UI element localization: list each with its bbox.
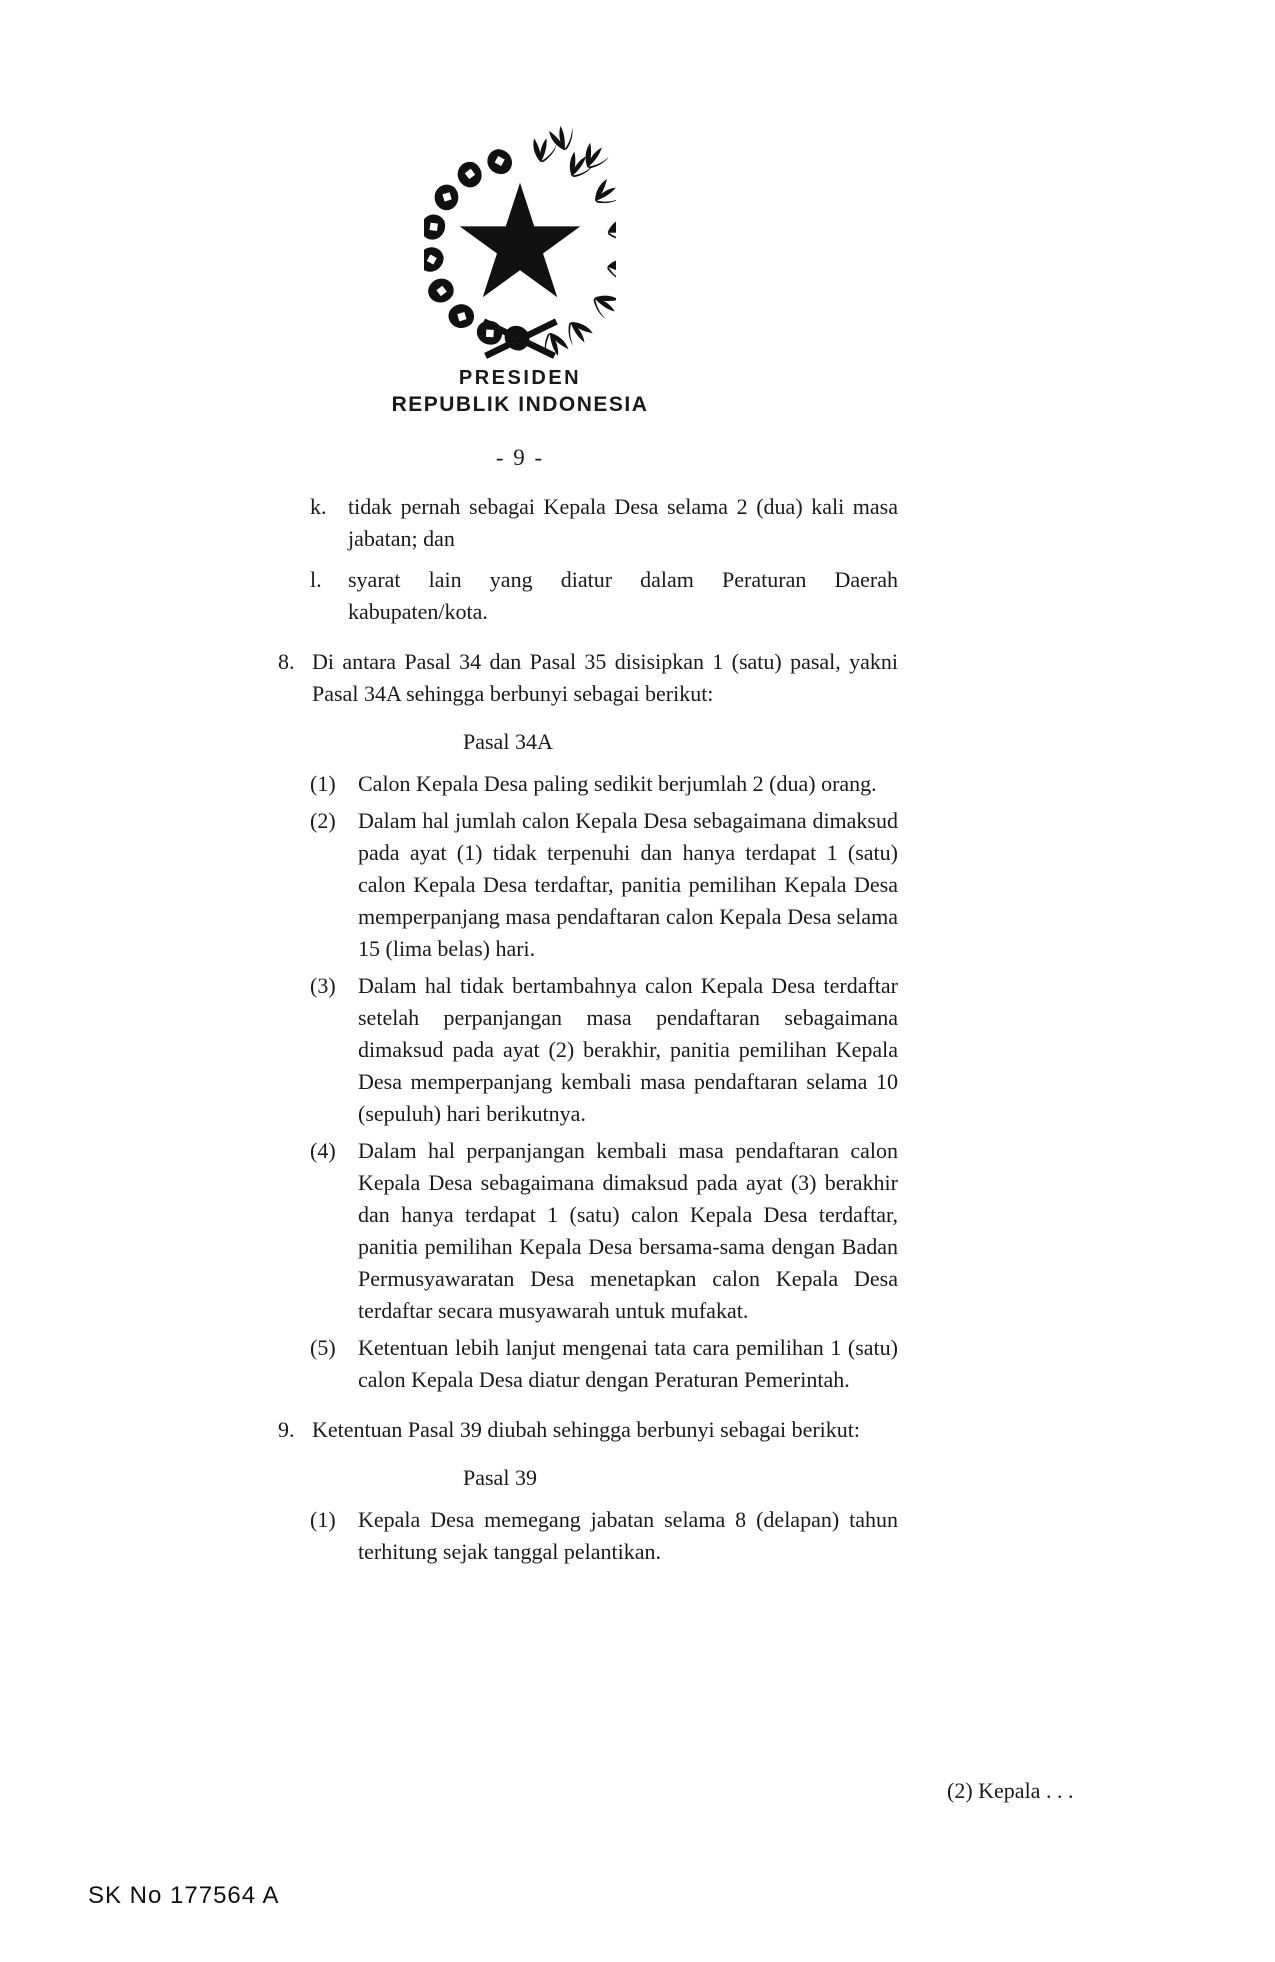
item-label: (1) [310, 771, 336, 796]
item-text: Ketentuan lebih lanjut mengenai tata cara pemilihan 1 (satu) calon Kepala Desa diatur dengan Peraturan Pemerintah. [358, 1335, 898, 1392]
item-label: (1) [310, 1507, 336, 1532]
presidential-star-wreath-emblem [424, 126, 616, 366]
item-label: 8. [278, 649, 295, 674]
page-number: - 9 - [495, 445, 545, 470]
item-label: (3) [310, 973, 336, 998]
pasal-39-heading: Pasal 39 [463, 1465, 537, 1490]
list-item-9 [278, 1414, 898, 1446]
letterhead [0, 126, 1040, 473]
pasal39-ayat-1 [310, 1504, 898, 1568]
item-text: Dalam hal jumlah calon Kepala Desa sebagaimana dimaksud pada ayat (1) tidak terpenuhi dan hanya terdapat 1 (satu) calon Kepala Desa terdaftar, panitia pemilihan Kepala Desa memperpanjang masa pendaftaran calon Kepala Desa selama 15 (lima belas) hari. [358, 808, 898, 961]
letterhead-republik-indonesia: REPUBLIK INDONESIA [391, 393, 649, 416]
item-text: syarat lain yang diatur dalam Peraturan Daerah kabupaten/kota. [348, 567, 898, 624]
item-text: Calon Kepala Desa paling sedikit berjumlah 2 (dua) orang. [358, 771, 877, 796]
sk-serial-number: SK No 177564 A [88, 1882, 280, 1909]
item-label: l. [310, 567, 322, 592]
item-label: (5) [310, 1335, 336, 1360]
item-text: Dalam hal perpanjangan kembali masa pendaftaran calon Kepala Desa sebagaimana dimaksud pada ayat (3) berakhir dan hanya terdapat 1 (satu) calon Kepala Desa terdaftar, panitia pemilihan Kepala Desa bersama-sama dengan Badan Permusyawaratan Desa menetapkan calon Kepala Desa terdaftar secara musyawarah untuk mufakat. [358, 1138, 898, 1323]
list-item-k [310, 491, 898, 555]
list-item-8 [278, 646, 898, 710]
ayat-1 [310, 768, 898, 800]
item-text: Di antara Pasal 34 dan Pasal 35 disisipkan 1 (satu) pasal, yakni Pasal 34A sehingga berbunyi sebagai berikut: [312, 649, 898, 706]
document-body [278, 491, 898, 1568]
letterhead-presiden: PRESIDEN [458, 367, 582, 389]
item-label: (2) [310, 808, 336, 833]
ayat-5 [310, 1332, 898, 1396]
ayat-4 [310, 1135, 898, 1327]
item-label: (4) [310, 1138, 336, 1163]
ayat-2 [310, 805, 898, 965]
ayat-3 [310, 970, 898, 1130]
item-label: k. [310, 494, 327, 519]
item-text: Kepala Desa memegang jabatan selama 8 (delapan) tahun terhitung sejak tanggal pelantikan. [358, 1507, 898, 1564]
item-text: Dalam hal tidak bertambahnya calon Kepala Desa terdaftar setelah perpanjangan masa pendaftaran sebagaimana dimaksud pada ayat (2) berakhir, panitia pemilihan Kepala Desa memperpanjang kembali masa pendaftaran selama 10 (sepuluh) hari berikutnya. [358, 973, 898, 1126]
catchword-next-page: (2) Kepala . . . [947, 1778, 1074, 1803]
item-label: 9. [278, 1417, 295, 1442]
item-text: Ketentuan Pasal 39 diubah sehingga berbunyi sebagai berikut: [312, 1417, 861, 1442]
list-item-l [310, 564, 898, 628]
pasal-34a-heading: Pasal 34A [463, 729, 553, 754]
item-text: tidak pernah sebagai Kepala Desa selama 2 (dua) kali masa jabatan; dan [348, 494, 898, 551]
